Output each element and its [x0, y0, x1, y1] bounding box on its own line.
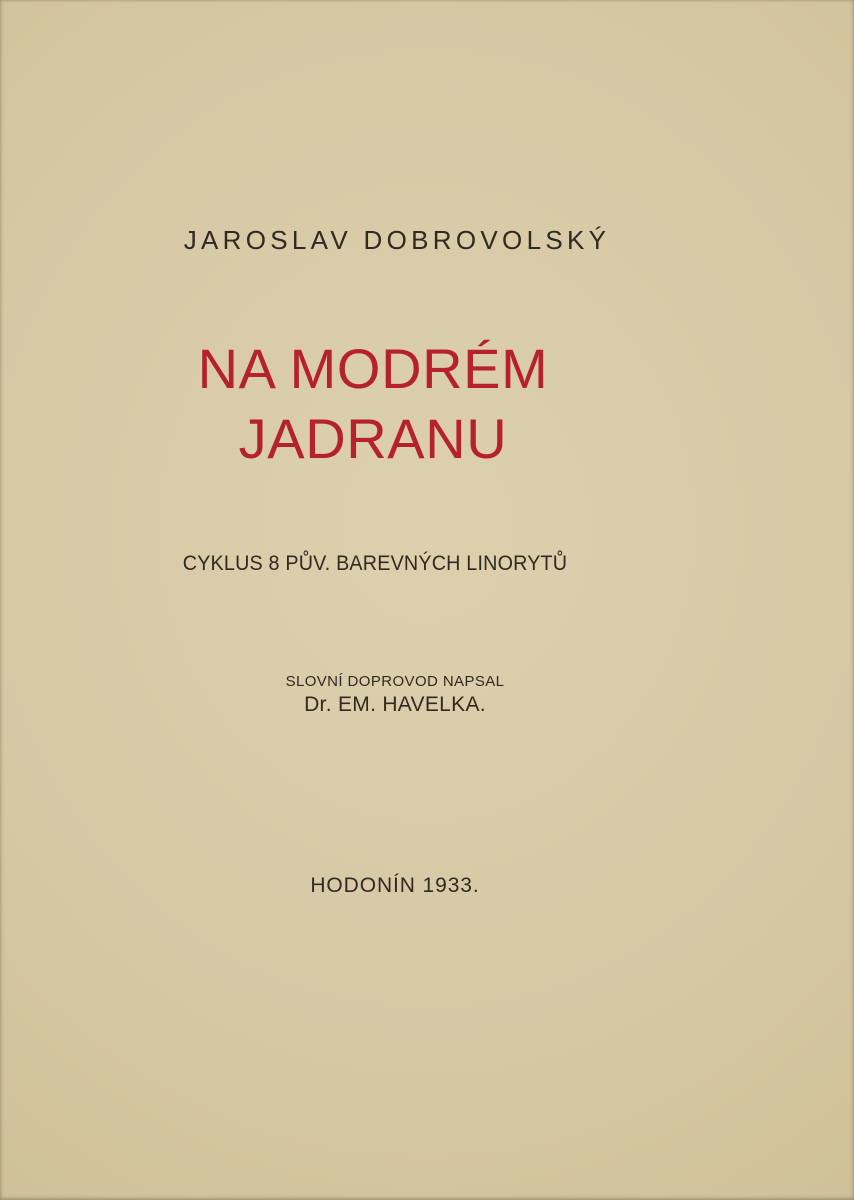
book-title-line-1: NA MODRÉM: [197, 337, 549, 400]
credit-label: SLOVNÍ DOPROVOD NAPSAL: [285, 673, 505, 690]
book-title-line-2: JADRANU: [238, 407, 508, 470]
credit-author-name: Dr. EM. HAVELKA.: [304, 693, 486, 716]
imprint-place-year: HODONÍN 1933.: [310, 874, 480, 897]
subtitle-cycle-description: CYKLUS 8 PŮV. BAREVNÝCH LINORYTŮ: [182, 552, 568, 575]
author-name: JAROSLAV DOBROVOLSKÝ: [183, 225, 611, 255]
